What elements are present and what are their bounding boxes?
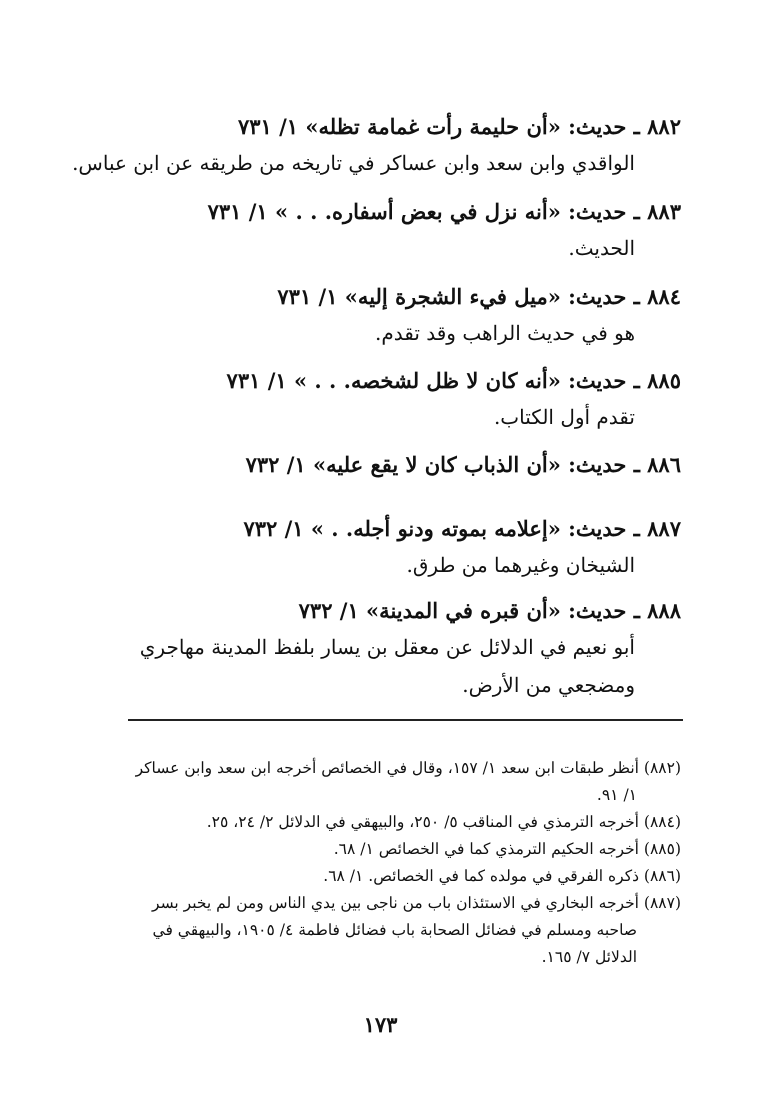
footnote-line: الدلائل ٧/ ١٦٥. (541, 948, 637, 966)
footnote-divider (128, 719, 683, 721)
footnote-line: (٨٨٦) ذكره الفرقي في مولده كما في الخصائص. ١/ ٦٨. (323, 867, 681, 885)
entry-text: هو في حديث الراهب وقد تقدم. (374, 321, 635, 345)
hadith-entry-883 (121, 195, 681, 267)
entry-heading: ٨٨٨ ـ حديث: «أن قبره في المدينة» ١/ ٧٣٢ (298, 598, 681, 623)
entry-heading: ٨٨٣ ـ حديث: «أنه نزل في بعض أسفاره. . . » ١/ ٧٣١ (207, 199, 681, 224)
entry-text: الشيخان وغيرهما من طرق. (406, 553, 635, 577)
footnote-line: (٨٨٢) أنظر طبقات ابن سعد ١/ ١٥٧، وقال في الخصائص أخرجه ابن سعد وابن عساكر (135, 759, 681, 777)
footnote-885 (76, 836, 681, 863)
entry-heading: ٨٨٢ ـ حديث: «أن حليمة رأت غمامة تظله» ١/ ٧٣١ (237, 114, 681, 139)
entry-heading: ٨٨٥ ـ حديث: «أنه كان لا ظل لشخصه. . . » ١/ ٧٣١ (226, 368, 681, 393)
footnote-line: (٨٨٧) أخرجه البخاري في الاستئذان باب من ناجى بين يدي الناس ومن لم يخبر بسر (152, 894, 681, 912)
hadith-entry-886 (121, 448, 681, 482)
footnote-882 (76, 755, 681, 809)
footnote-886 (76, 863, 681, 890)
footnote-line: صاحبه ومسلم في فضائل الصحابة باب فضائل فاطمة ٤/ ١٩٠٥، والبيهقي في (152, 921, 637, 939)
footnote-887 (76, 890, 681, 971)
entry-heading: ٨٨٧ ـ حديث: «إعلامه بموته ودنو أجله. . » ١/ ٧٣٢ (243, 516, 681, 541)
footnote-line: (٨٨٤) أخرجه الترمذي في المناقب ٥/ ٢٥٠، والبيهقي في الدلائل ٢/ ٢٤، ٢٥. (206, 813, 681, 831)
entry-text: الواقدي وابن سعد وابن عساكر في تاريخه من طريقه عن ابن عباس. (72, 151, 635, 175)
footnote-line: ١/ ٩١. (596, 786, 637, 804)
entry-text: أبو نعيم في الدلائل عن معقل بن يسار بلفظ المدينة مهاجري (139, 635, 635, 659)
entry-heading: ٨٨٤ ـ حديث: «ميل فيء الشجرة إليه» ١/ ٧٣١ (277, 284, 681, 309)
entry-heading: ٨٨٦ ـ حديث: «أن الذباب كان لا يقع عليه» ١/ ٧٣٢ (245, 452, 681, 477)
hadith-entry-887 (121, 512, 681, 584)
footnote-884 (76, 809, 681, 836)
hadith-entry-884 (121, 280, 681, 352)
hadith-entry-888 (121, 594, 681, 704)
footnotes-section (76, 755, 681, 971)
entry-text: تقدم أول الكتاب. (493, 405, 635, 429)
entry-text: ومضجعي من الأرض. (462, 673, 635, 697)
entry-text: الحديث. (568, 236, 635, 260)
page-number: ١٧٣ (363, 1012, 398, 1037)
hadith-entry-882 (72, 110, 681, 182)
footnote-line: (٨٨٥) أخرجه الحكيم الترمذي كما في الخصائص ١/ ٦٨. (333, 840, 681, 858)
hadith-entry-885 (121, 364, 681, 436)
